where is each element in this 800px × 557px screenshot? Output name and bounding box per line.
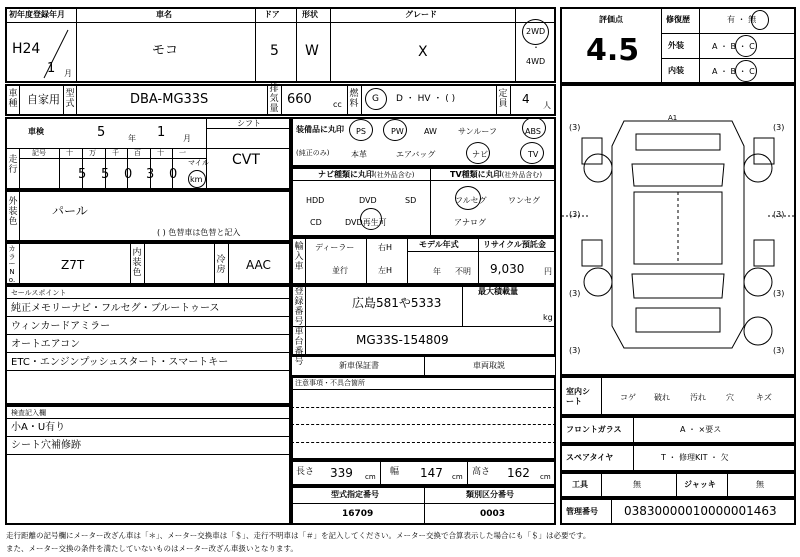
grade-value: X bbox=[418, 44, 428, 60]
equip2-circle-0 bbox=[466, 142, 490, 164]
era-year: H24 bbox=[12, 41, 41, 57]
color-note: ( ) 色替車は色替と記入 bbox=[157, 228, 241, 237]
shift-label: シフト bbox=[237, 119, 261, 128]
plate-value: 広島581や5333 bbox=[352, 296, 442, 310]
length-unit: cm bbox=[365, 473, 376, 481]
year-label: 初年度登録年月 bbox=[9, 10, 65, 19]
mileage-label: 走行 bbox=[8, 155, 18, 175]
registration-month: 1 bbox=[47, 61, 56, 76]
seat-option-1: 破れ bbox=[654, 393, 670, 402]
color-value: パール bbox=[52, 204, 88, 218]
eval-label: 評価点 bbox=[599, 15, 623, 24]
exterior-b-circle bbox=[735, 35, 757, 57]
notes-label: 注意事項・不具合箇所 bbox=[295, 379, 365, 387]
repair-none-circle bbox=[751, 10, 769, 30]
color-no-value: Z7T bbox=[61, 258, 85, 272]
jack-value: 無 bbox=[756, 480, 764, 489]
mile-label: マイル bbox=[188, 159, 209, 167]
equip-item-0: PS bbox=[356, 127, 366, 136]
equip-item2-2: ナビ bbox=[472, 150, 488, 159]
drive-4wd: 4WD bbox=[526, 57, 546, 66]
glass-options: A ・ ×要ス bbox=[680, 425, 722, 434]
import-left-h: 左H bbox=[378, 266, 393, 275]
width-unit: cm bbox=[452, 473, 463, 481]
equip-item2-3: TV bbox=[528, 150, 539, 159]
width-value: 147 bbox=[420, 466, 443, 480]
inspector-label: 検査記入欄 bbox=[11, 409, 46, 417]
sales-point-item: ウィンカードアミラー bbox=[11, 321, 111, 332]
grade-label: グレード bbox=[405, 10, 437, 19]
interior-color-label: 内装色 bbox=[132, 248, 142, 278]
footer-line-1: 走行距離の記号欄にメーター改ざん車は「＊」、メーター交換車は「＄」、走行不明車は「＃」を記入してください。メーター交換で合算表示した場合にも「＄」は必要です。 bbox=[6, 531, 591, 540]
spare-label: スペアタイヤ bbox=[566, 453, 614, 462]
height-label: 高さ bbox=[472, 467, 491, 477]
model-label: 型式 bbox=[65, 89, 75, 109]
diag-mark-2: (3) bbox=[773, 123, 785, 132]
tools-label: 工具 bbox=[572, 480, 588, 489]
displacement-value: 660 bbox=[287, 92, 312, 107]
model-value: DBA-MG33S bbox=[130, 92, 209, 107]
type-cert-value: 16709 bbox=[342, 509, 374, 519]
inspection-month: 1 bbox=[157, 125, 166, 140]
header-row-box bbox=[5, 7, 556, 83]
navi-dvd-play: DVD再生可 bbox=[345, 218, 387, 227]
spare-options: T ・ 修理KIT ・ 欠 bbox=[661, 453, 729, 462]
ac-label: 冷房 bbox=[216, 255, 226, 275]
chassis-label: 車台番号 bbox=[294, 327, 304, 367]
import-parallel: 並行 bbox=[332, 266, 348, 275]
type-cert-label: 型式指定番号 bbox=[331, 490, 379, 499]
inspection-label: 車検 bbox=[28, 127, 44, 136]
tv-oneseg: ワンセグ bbox=[508, 196, 540, 205]
score-value: 4.5 bbox=[586, 33, 640, 68]
shape-value: W bbox=[305, 43, 319, 59]
drive-dot: ・ bbox=[532, 43, 540, 52]
doors-value: 5 bbox=[270, 43, 279, 59]
capacity-label: 定員 bbox=[498, 89, 508, 109]
diag-mark-7: (3) bbox=[569, 346, 581, 355]
mileage-mark-label: 記号 bbox=[32, 149, 46, 157]
color-no-label: カラーNo. bbox=[8, 245, 16, 284]
diag-mark-6: (3) bbox=[773, 289, 785, 298]
equip-circle-1 bbox=[383, 119, 407, 141]
sales-point-item: オートエアコン bbox=[11, 339, 81, 350]
inspector-item: 小A・U有り bbox=[11, 422, 66, 433]
digit-header-1: 万 bbox=[89, 149, 96, 157]
repair-label: 修復歴 bbox=[666, 15, 690, 24]
max-load-label: 最大積載量 bbox=[478, 287, 518, 296]
navi-sd: SD bbox=[405, 196, 417, 205]
recycle-value: 9,030 bbox=[490, 262, 525, 276]
diag-mark-8: (3) bbox=[773, 346, 785, 355]
glass-label: フロントガラス bbox=[566, 425, 622, 434]
fuel-label: 燃料 bbox=[349, 89, 359, 109]
equip-circle-0 bbox=[349, 119, 373, 141]
mgmt-label: 管理番号 bbox=[566, 507, 598, 516]
seat-option-3: 穴 bbox=[726, 393, 734, 402]
diagram-a1: A1 bbox=[668, 114, 678, 122]
max-load-unit: kg bbox=[543, 313, 553, 322]
color-label: 外装色 bbox=[8, 197, 18, 227]
model-year-year: 年 bbox=[433, 267, 441, 276]
mgmt-value: 03830000010000001463 bbox=[624, 504, 777, 518]
fuel-options: D ・ HV ・ ( ) bbox=[396, 94, 456, 104]
use-label: 車種 bbox=[8, 89, 18, 109]
repair-options: 有 ・ 無 bbox=[727, 15, 757, 24]
height-unit: cm bbox=[540, 473, 551, 481]
length-value: 339 bbox=[330, 466, 353, 480]
manual-label: 車両取説 bbox=[473, 361, 505, 370]
import-dealer: ディーラー bbox=[315, 243, 355, 252]
recycle-label: リサイクル預託金 bbox=[483, 240, 546, 249]
equip-item-1: PW bbox=[391, 127, 404, 136]
diag-mark-3: (3) bbox=[569, 210, 581, 219]
equip-item-2: AW bbox=[424, 127, 437, 136]
diag-mark-5: (3) bbox=[569, 289, 581, 298]
digit-header-2: 千 bbox=[112, 149, 119, 157]
import-label: 輸入車 bbox=[294, 242, 304, 272]
model-year-label: モデル年式 bbox=[419, 240, 459, 249]
sales-points-label: セールスポイント bbox=[11, 289, 67, 297]
height-value: 162 bbox=[507, 466, 530, 480]
fuel-g: G bbox=[372, 94, 379, 104]
digit-header-5: 一 bbox=[179, 149, 186, 157]
equipment-label: 装備品に丸印 bbox=[296, 125, 344, 134]
car-diagram bbox=[562, 86, 794, 374]
digit-value-1: 5 bbox=[101, 167, 110, 182]
equip2-circle-1 bbox=[520, 142, 544, 164]
km-label: km bbox=[190, 175, 203, 184]
navi-title: ナビ種類に丸印(社外品含む) bbox=[318, 170, 415, 179]
sales-point-item: ETC・エンジンプッシュスタート・スマートキー bbox=[11, 357, 229, 368]
displacement-label: 排気量 bbox=[269, 84, 279, 114]
tools-value: 無 bbox=[633, 480, 641, 489]
plate-label: 登録番号 bbox=[294, 287, 304, 327]
ac-value: AAC bbox=[246, 258, 271, 272]
exterior-grades: A ・ B ・ C bbox=[712, 42, 755, 51]
inspection-month-unit: 月 bbox=[183, 134, 191, 143]
interior-label: 内装 bbox=[668, 66, 684, 75]
chassis-value: MG33S-154809 bbox=[356, 333, 449, 347]
jack-label: ジャッキ bbox=[684, 480, 716, 489]
door-label: ドア bbox=[264, 10, 280, 19]
exterior-label: 外装 bbox=[668, 41, 684, 50]
tv-analog: アナログ bbox=[454, 218, 486, 227]
navi-hdd: HDD bbox=[306, 196, 325, 205]
month-unit: 月 bbox=[64, 69, 72, 78]
footer-line-2: また、メーター交換の条件を満たしていないものはメーター改ざん車扱いとなります。 bbox=[6, 544, 298, 553]
digit-value-3: 3 bbox=[146, 167, 155, 182]
digit-header-3: 百 bbox=[134, 149, 141, 157]
seat-option-4: キズ bbox=[756, 393, 772, 402]
model-year-unknown: 不明 bbox=[455, 267, 471, 276]
inspector-item: シート穴補修跡 bbox=[11, 440, 81, 451]
tv-fullseg: フルセグ bbox=[455, 196, 487, 205]
interior-b-circle bbox=[735, 60, 757, 82]
drive-2wd: 2WD bbox=[526, 27, 546, 36]
inspection-year: 5 bbox=[97, 125, 106, 140]
recycle-unit: 円 bbox=[544, 267, 552, 276]
capacity-unit: 人 bbox=[543, 101, 551, 110]
seat-label: 室内シート bbox=[566, 387, 590, 406]
equipment-note: (純正のみ) bbox=[296, 149, 330, 157]
car-name: モコ bbox=[152, 43, 179, 58]
digit-value-4: 0 bbox=[169, 167, 178, 182]
color-box bbox=[5, 190, 291, 242]
inspection-year-unit: 年 bbox=[128, 134, 136, 143]
width-label: 幅 bbox=[390, 467, 400, 477]
import-right-h: 右H bbox=[378, 243, 393, 252]
equip-item2-1: エアバッグ bbox=[396, 150, 436, 159]
length-label: 長さ bbox=[296, 467, 315, 477]
equip-item-4: ABS bbox=[525, 127, 541, 136]
equip-item2-0: 本革 bbox=[351, 150, 367, 159]
sales-point-item: 純正メモリーナビ・フルセグ・ブルートゥース bbox=[11, 303, 220, 314]
shift-value: CVT bbox=[232, 152, 260, 168]
warranty-label: 新車保証書 bbox=[339, 361, 379, 370]
diag-mark-1: (3) bbox=[569, 123, 581, 132]
capacity-value: 4 bbox=[522, 92, 530, 106]
tv-title: TV種類に丸印(社外品含む) bbox=[450, 170, 543, 179]
class-label: 類別区分番号 bbox=[466, 490, 514, 499]
digit-value-2: 0 bbox=[124, 167, 133, 182]
seat-option-2: 汚れ bbox=[690, 393, 706, 402]
equip-circle-2 bbox=[522, 117, 546, 139]
cc-unit: cc bbox=[333, 100, 342, 109]
seat-option-0: コゲ bbox=[620, 393, 636, 402]
equip-item-3: サンルーフ bbox=[458, 127, 497, 136]
interior-grades: A ・ B ・ C bbox=[712, 67, 755, 76]
shape-label: 形状 bbox=[302, 10, 318, 19]
dvd-play-circle bbox=[360, 208, 382, 230]
class-value: 0003 bbox=[480, 509, 506, 519]
car-name-label: 車名 bbox=[156, 10, 172, 19]
navi-dvd: DVD bbox=[359, 196, 377, 205]
use-value: 自家用 bbox=[27, 93, 60, 106]
navi-cd: CD bbox=[310, 218, 322, 227]
digit-value-0: 5 bbox=[78, 167, 87, 182]
digit-header-4: 十 bbox=[157, 149, 164, 157]
digit-header-0: 十 bbox=[66, 149, 73, 157]
diag-mark-4: (3) bbox=[773, 210, 785, 219]
